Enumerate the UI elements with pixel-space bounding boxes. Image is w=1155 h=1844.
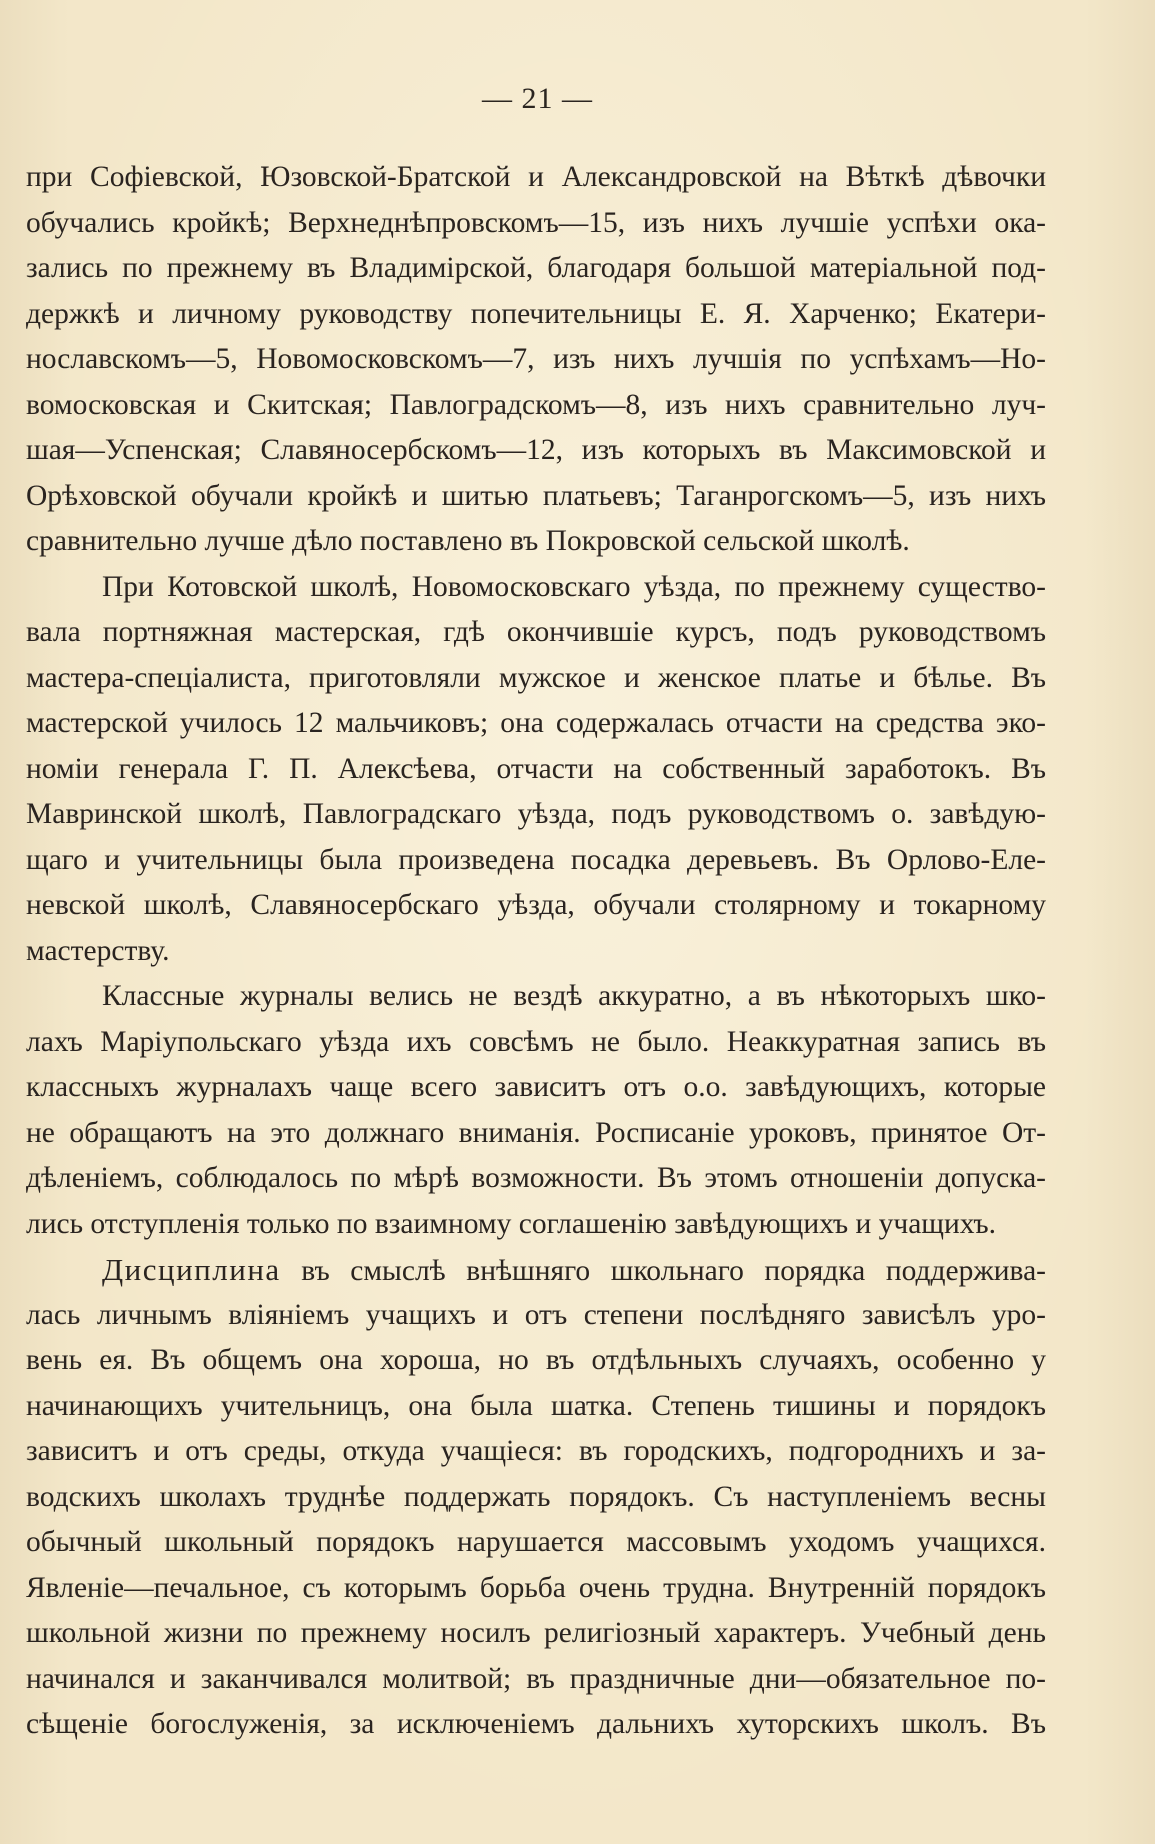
text-line: школьной жизни по прежнему носилъ религіозный характеръ. Учебный день bbox=[26, 1617, 1046, 1649]
text-line: держкѣ и личному руководству попечительницы Е. Я. Харченко; Екатери- bbox=[26, 297, 1046, 330]
text-line: зались по прежнему въ Владимірской, благодаря большой матеріальной под- bbox=[26, 252, 1046, 284]
page-number: — 21 — bbox=[482, 82, 593, 115]
text-line: вень ея. Въ общемъ она хороша, но въ отдѣльныхъ случаяхъ, особенно у bbox=[26, 1344, 1046, 1376]
text-line: Мавринской школѣ, Павлоградскаго уѣзда, подъ руководствомъ о. завѣдую- bbox=[26, 798, 1046, 830]
text-line: начинался и заканчивался молитвой; въ праздничные дни—обязательное по- bbox=[26, 1662, 1046, 1695]
text-line: сѣщеніе богослуженія, за исключеніемъ дальнихъ хуторскихъ школъ. Въ bbox=[26, 1708, 1046, 1740]
text-line: лись отступленія только по взаимному соглашенію завѣдующихъ и учащихъ. bbox=[26, 1207, 997, 1240]
text-line: шая—Успенская; Славяносербскомъ—12, изъ которыхъ въ Максимовской и bbox=[26, 434, 1046, 466]
text-line: начинающихъ учительницъ, она была шатка. Степень тишины и порядокъ bbox=[26, 1389, 1046, 1422]
text-line: мастерской училось 12 мальчиковъ; она содержалась отчасти на средства эко- bbox=[26, 707, 1046, 739]
text-line: обычный школьный порядокъ нарушается массовымъ уходомъ учащихся. bbox=[26, 1526, 1046, 1558]
text-line: Орѣховской обучали кройкѣ и шитью платьевъ; Таганрогскомъ—5, изъ нихъ bbox=[26, 479, 1046, 512]
text-line: номіи генерала Г. П. Алексѣева, отчасти на собственный заработокъ. Въ bbox=[26, 752, 1046, 785]
text-line: нославскомъ—5, Новомосковскомъ—7, изъ нихъ лучшія по успѣхамъ—Но- bbox=[26, 343, 1046, 375]
text-line: водскихъ школахъ труднѣе поддержать порядокъ. Съ наступленіемъ весны bbox=[26, 1480, 1046, 1513]
text-line: дѣленіемъ, соблюдалось по мѣрѣ возможности. Въ этомъ отношеніи допуска- bbox=[26, 1162, 1046, 1194]
body-text bbox=[26, 155, 1046, 1748]
text-line: классныхъ журналахъ чаще всего зависитъ отъ о.о. завѣдующихъ, которые bbox=[26, 1071, 1046, 1103]
text-line: вомосковская и Скитская; Павлоградскомъ—8, изъ нихъ сравнительно луч- bbox=[26, 388, 1046, 421]
text-line: не обращаютъ на это должнаго вниманія. Росписаніе уроковъ, принятое От- bbox=[26, 1116, 1046, 1149]
text-line-rest: въ смыслѣ внѣшняго школьнаго порядка поддержива- bbox=[280, 1255, 1046, 1287]
paragraph-first-line bbox=[26, 1247, 1046, 1293]
paragraph-first-line: При Котовской школѣ, Новомосковскаго уѣзда, по прежнему существо- bbox=[102, 570, 1046, 603]
paragraph-first-line: Классные журналы велись не вездѣ аккуратно, а въ нѣкоторыхъ шко- bbox=[102, 980, 1046, 1012]
text-line: лахъ Маріупольскаго уѣзда ихъ совсѣмъ не было. Неаккуратная запись въ bbox=[26, 1025, 1046, 1058]
text-line: сравнительно лучше дѣло поставлено въ Покровской сельской школѣ. bbox=[26, 525, 910, 557]
emphasized-word: Дисциплина bbox=[102, 1252, 281, 1287]
text-line: зависитъ и отъ среды, откуда учащіеся: въ городскихъ, подгороднихъ и за- bbox=[26, 1435, 1046, 1467]
text-line: при Софіевской, Юзовской-Братской и Александровской на Вѣткѣ дѣвочки bbox=[26, 161, 1046, 193]
text-line: вала портняжная мастерская, гдѣ окончившіе курсъ, подъ руководствомъ bbox=[26, 616, 1046, 648]
text-line: Явленіе—печальное, съ которымъ борьба очень трудна. Внутренній порядокъ bbox=[26, 1571, 1046, 1604]
text-line: обучались кройкѣ; Верхнеднѣпровскомъ—15, изъ нихъ лучшіе успѣхи ока- bbox=[26, 206, 1046, 239]
text-line: невской школѣ, Славяносербскаго уѣзда, обучали столярному и токарному bbox=[26, 889, 1046, 921]
text-line: мастерству. bbox=[26, 934, 170, 967]
text-line: мастера-спеціалиста, приготовляли мужское и женское платье и бѣлье. Въ bbox=[26, 661, 1046, 694]
text-line: щаго и учительницы была произведена посадка деревьевъ. Въ Орлово-Еле- bbox=[26, 843, 1046, 876]
text-line: лась личнымъ вліяніемъ учащихъ и отъ степени послѣдняго зависѣлъ уро- bbox=[26, 1298, 1046, 1331]
